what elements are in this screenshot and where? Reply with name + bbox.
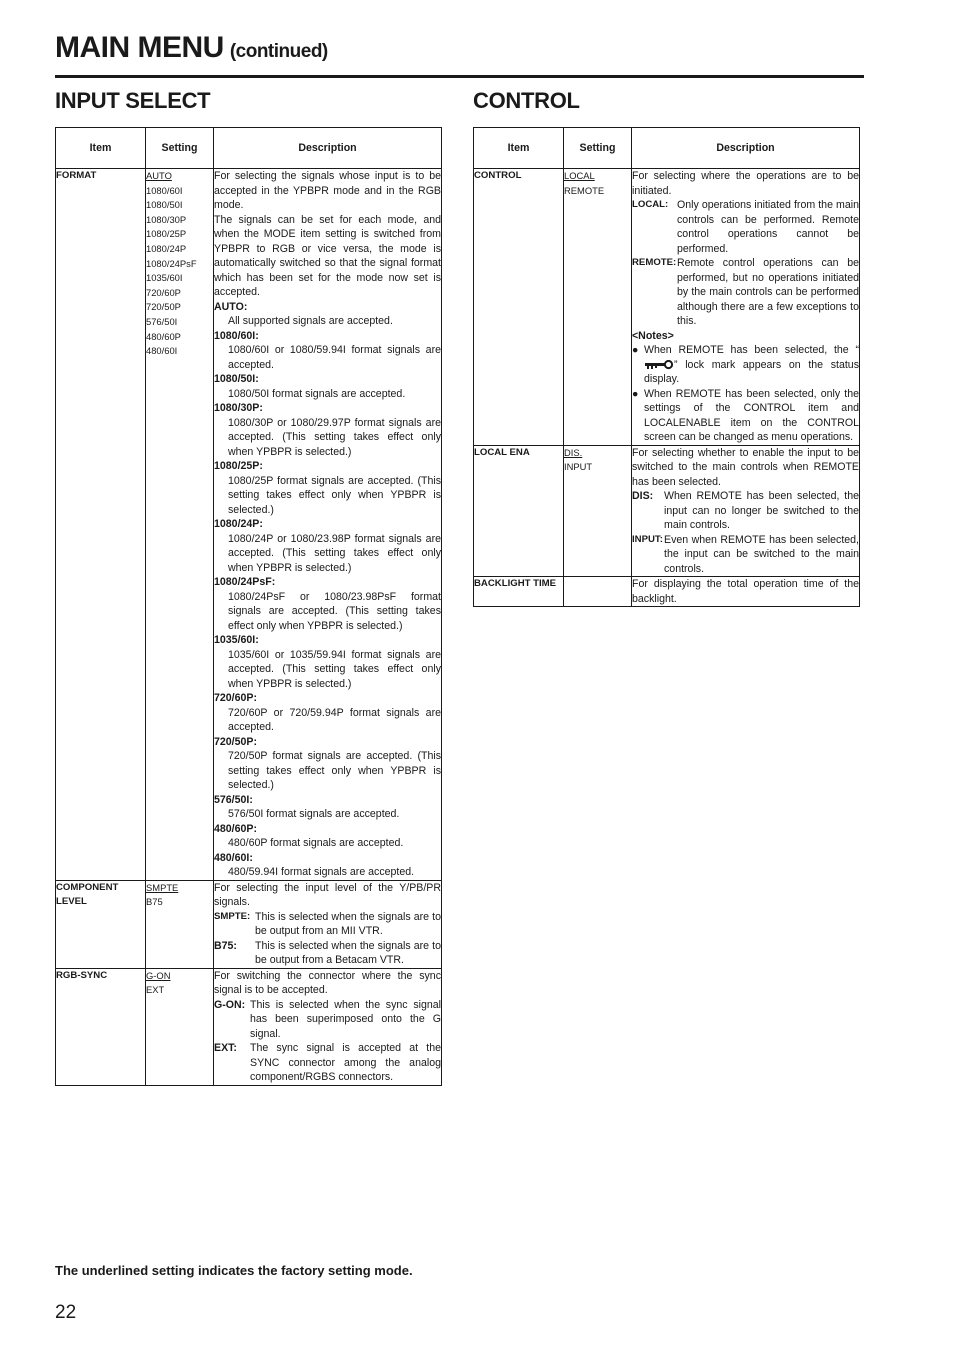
table-row-format <box>56 169 442 881</box>
setting-value: 1080/24P <box>146 242 187 254</box>
setting-cell-rgb-sync <box>146 968 214 1085</box>
option-label: 576/50I: <box>214 793 253 806</box>
item-cell-format: FORMAT <box>56 169 146 881</box>
column-header-description: Description <box>632 128 860 169</box>
option-label: B75: <box>214 939 237 952</box>
description-intro: For selecting whether to enable the input to be switched to the main controls when REMOTE has been selected. <box>632 446 859 488</box>
column-header-setting: Setting <box>146 128 214 169</box>
table-header-row <box>474 128 860 169</box>
option-label: G-ON: <box>214 998 246 1011</box>
description-cell-format <box>214 169 442 881</box>
table-row-backlight-time <box>474 577 860 607</box>
option-label: 1080/30P: <box>214 402 263 414</box>
option-text: When REMOTE has been selected, the input can no longer be switched to the main controls. <box>664 490 859 531</box>
setting-cell-format <box>146 169 214 881</box>
option-entry <box>632 533 859 577</box>
setting-value: 480/60P <box>146 330 181 342</box>
setting-cell-local-ena <box>564 445 632 577</box>
option-text: 1080/50I format signals are accepted. <box>228 387 406 400</box>
setting-value: 576/50I <box>146 315 178 327</box>
setting-value: INPUT <box>564 461 593 473</box>
setting-value: 720/50P <box>146 301 181 313</box>
option-label: AUTO: <box>214 300 248 313</box>
option-text: 1080/60I or 1080/59.94I format signals are accepted. <box>228 344 441 371</box>
bullet-icon: ● <box>632 344 639 356</box>
note-text: When REMOTE has been selected, only the settings of the CONTROL item and LOCALENABLE item on the CONTROL screen can be changed as menu operations. <box>644 387 859 443</box>
description-cell-component-level <box>214 880 442 968</box>
option-text: 1080/25P format signals are accepted. (This setting takes effect only when YPBPR is selected.) <box>228 474 441 516</box>
setting-cell-backlight-time <box>564 577 632 607</box>
item-cell-rgb-sync: RGB-SYNC <box>56 968 146 1085</box>
page-title <box>55 28 328 65</box>
item-line: LEVEL <box>56 895 87 907</box>
section-heading-control: CONTROL <box>473 88 580 113</box>
setting-value-default: DIS. <box>564 446 583 458</box>
setting-value-default: LOCAL <box>564 170 595 181</box>
option-text: All supported signals are accepted. <box>228 315 393 327</box>
description-intro: For selecting where the operations are to be initiated. <box>632 170 859 197</box>
option-text: Remote control operations can be performed, but no operations initiated by the main controls can be performed although there are a few exceptions to this. <box>677 257 859 327</box>
page-title-main: MAIN MENU <box>55 31 224 64</box>
item-cell-backlight-time: BACKLIGHT TIME <box>474 577 564 607</box>
option-label: 480/60P: <box>214 822 257 835</box>
page-title-continued: (continued) <box>229 41 328 62</box>
option-label: EXT: <box>214 1042 237 1054</box>
description-cell-control <box>632 169 860 446</box>
setting-cell-control <box>564 169 632 446</box>
table-row-control <box>474 169 860 446</box>
option-label: SMPTE: <box>214 910 251 922</box>
column-header-setting: Setting <box>564 128 632 169</box>
note-text <box>644 343 859 387</box>
title-rule <box>55 75 864 78</box>
description-intro: For switching the connector where the sync signal is to be accepted. <box>214 969 441 996</box>
column-header-description: Description <box>214 128 442 169</box>
setting-value: EXT <box>146 984 165 996</box>
option-text: 576/50I format signals are accepted. <box>228 808 400 820</box>
setting-value: 1080/50I <box>146 199 183 211</box>
option-label: 720/50P: <box>214 735 257 748</box>
description-intro: For selecting the signals whose input is to be accepted in the YPBPR mode and in the RGB mode. <box>214 170 441 211</box>
table-row-rgb-sync <box>56 968 442 1085</box>
option-entry <box>214 1041 441 1085</box>
setting-value: REMOTE <box>564 184 605 196</box>
option-text: Even when REMOTE has been selected, the input can be switched to the main controls. <box>664 533 859 575</box>
item-cell-control: CONTROL <box>474 169 564 446</box>
option-text: 1080/24P or 1080/23.98P format signals are accepted. (This setting takes effect only when YPBPR is selected.) <box>228 532 441 574</box>
note-item <box>632 343 859 387</box>
page-number: 22 <box>55 1302 77 1323</box>
option-entry <box>214 910 441 939</box>
option-text: 1035/60I or 1035/59.94I format signals are accepted. (This setting takes effect only when YPBPR is selected.) <box>228 648 441 690</box>
note-text-before: When REMOTE has been selected, the “ <box>644 344 859 356</box>
setting-value: B75 <box>146 896 163 908</box>
option-text: 480/60P format signals are accepted. <box>228 837 404 849</box>
item-cell-local-ena: LOCAL ENA <box>474 445 564 577</box>
item-line: COMPONENT <box>56 881 119 893</box>
input-select-table <box>55 127 442 1086</box>
setting-value: 1080/25P <box>146 228 187 240</box>
description-intro: The signals can be set for each mode, and when the MODE item setting is switched from YPBPR to RGB or vice versa, the mode is automatically switched so that the signal format which has been set for the mode now set is accepted. <box>214 213 441 298</box>
setting-value: 480/60I <box>146 345 178 357</box>
option-entry <box>214 939 441 968</box>
control-table <box>473 127 860 607</box>
option-label: REMOTE: <box>632 257 677 268</box>
option-text: This is selected when the sync signal has been superimposed onto the G signal. <box>250 998 441 1040</box>
option-text: 1080/24PsF or 1080/23.98PsF format signals are accepted. (This setting takes effect only when YPBPR is selected.) <box>228 590 441 632</box>
setting-value-default: G-ON <box>146 969 171 981</box>
option-text: This is selected when the signals are to be output from an MII VTR. <box>255 910 441 937</box>
option-label: DIS: <box>632 490 654 502</box>
description-cell-rgb-sync <box>214 968 442 1085</box>
option-label: 1080/60I: <box>214 329 259 342</box>
description-intro: For selecting the input level of the Y/PB/PR signals. <box>214 881 441 908</box>
option-text: 480/59.94I format signals are accepted. <box>228 866 415 878</box>
note-item <box>632 387 859 445</box>
table-row-component-level <box>56 880 442 968</box>
option-label: 1080/50I: <box>214 373 259 385</box>
option-entry <box>632 198 859 256</box>
option-text: Only operations initiated from the main controls can be performed. Remote control operations cannot be performed. <box>677 199 859 255</box>
option-label: 720/60P: <box>214 692 257 704</box>
option-text: 1080/30P or 1080/29.97P format signals are accepted. (This setting takes effect only when YPBPR is selected.) <box>228 416 441 458</box>
option-label: 1080/25P: <box>214 460 263 472</box>
setting-value: 1035/60I <box>146 272 183 284</box>
setting-value: AUTO <box>146 170 172 181</box>
option-entry <box>214 998 441 1042</box>
setting-value-default: SMPTE <box>146 881 179 893</box>
bullet-icon: ● <box>632 387 639 400</box>
option-entry <box>632 256 859 329</box>
note-text-after: ” lock mark appears on the status display. <box>644 358 859 385</box>
option-entry <box>632 489 859 533</box>
setting-value: 1080/60I <box>146 184 183 196</box>
setting-value: 720/60P <box>146 286 181 298</box>
option-label: 1080/24PsF: <box>214 576 276 588</box>
lock-key-icon <box>644 360 674 370</box>
option-label: 480/60I: <box>214 851 253 864</box>
option-text: This is selected when the signals are to be output from a Betacam VTR. <box>255 939 441 966</box>
description-cell-local-ena <box>632 445 860 577</box>
option-label: INPUT: <box>632 533 663 545</box>
setting-cell-component-level <box>146 880 214 968</box>
option-label: 1035/60I: <box>214 634 259 646</box>
setting-value: 1080/24PsF <box>146 257 197 269</box>
option-text: The sync signal is accepted at the SYNC connector among the analog component/RGBS connectors. <box>250 1042 441 1083</box>
option-text: 720/60P or 720/59.94P format signals are accepted. <box>228 706 441 733</box>
description-cell-backlight-time: For displaying the total operation time of the backlight. <box>632 578 859 605</box>
factory-setting-note: The underlined setting indicates the factory setting mode. <box>55 1263 413 1278</box>
column-header-item: Item <box>474 128 564 169</box>
table-header-row <box>56 128 442 169</box>
table-row-local-ena <box>474 445 860 577</box>
column-header-item: Item <box>56 128 146 169</box>
notes-heading: <Notes> <box>632 329 674 342</box>
option-label: 1080/24P: <box>214 518 263 530</box>
setting-value: 1080/30P <box>146 213 187 225</box>
section-heading-input-select: INPUT SELECT <box>55 88 211 113</box>
item-cell-component-level <box>56 880 146 968</box>
option-text: 720/50P format signals are accepted. (This setting takes effect only when YPBPR is selected.) <box>228 750 441 791</box>
option-label: LOCAL: <box>632 199 669 210</box>
